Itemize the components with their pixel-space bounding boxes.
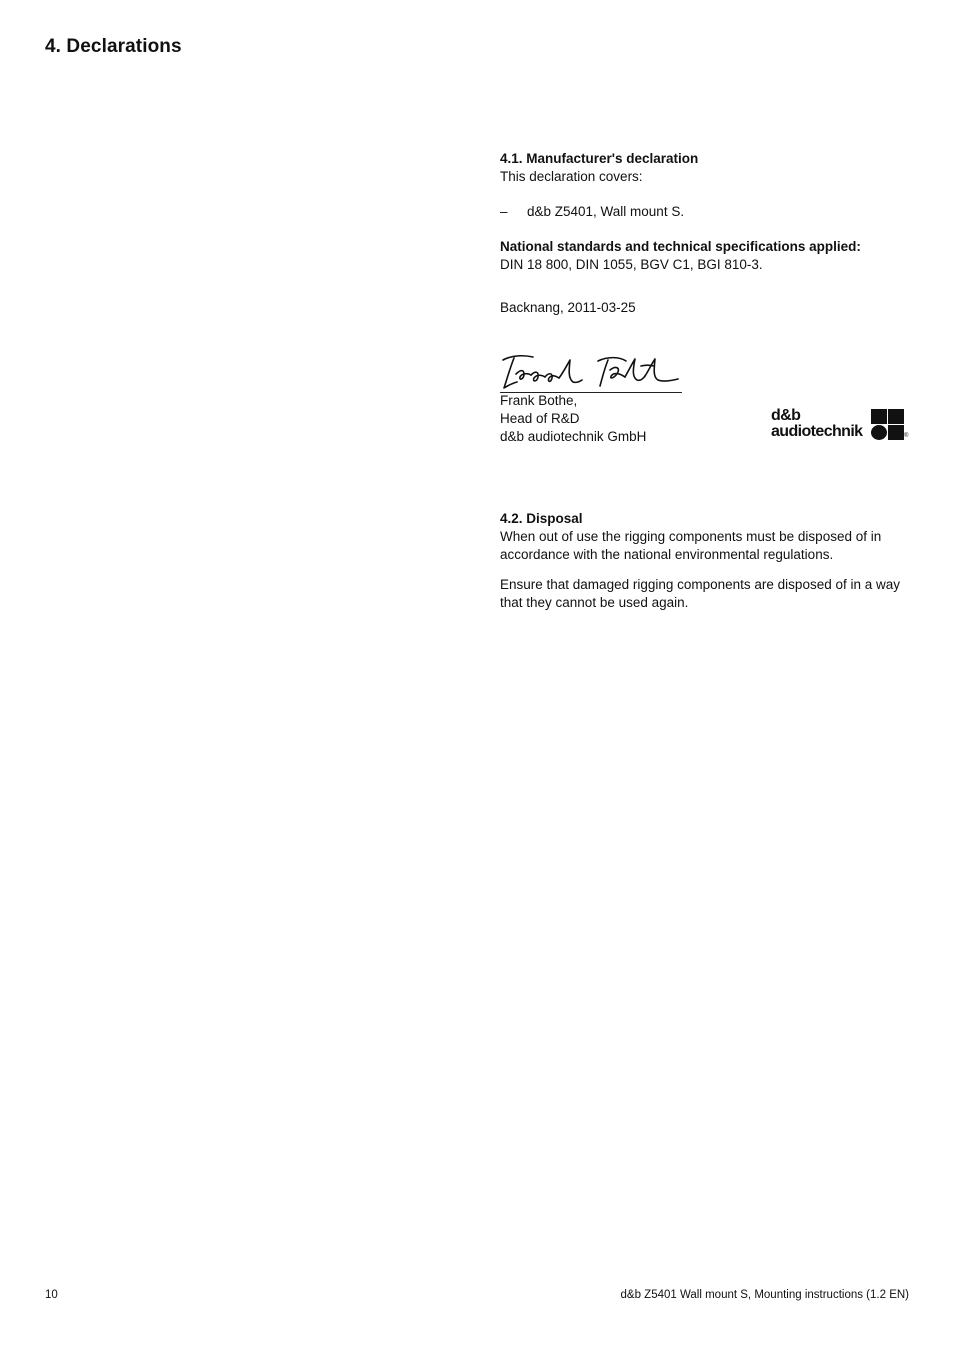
standards-list: DIN 18 800, DIN 1055, BGV C1, BGI 810-3. bbox=[500, 257, 763, 272]
logo-wordmark bbox=[771, 408, 862, 440]
company-logo bbox=[771, 408, 911, 442]
bullet-dash: – bbox=[500, 204, 508, 219]
section-heading-disposal: 4.2. Disposal bbox=[500, 511, 583, 526]
disposal-section bbox=[500, 510, 910, 612]
footer-document-title: d&b Z5401 Wall mount S, Mounting instructions (1.2 EN) bbox=[620, 1289, 909, 1301]
logo-line-2: audiotechnik bbox=[771, 423, 863, 440]
logo-square-icon bbox=[888, 425, 904, 440]
signature-image bbox=[500, 352, 682, 393]
logo-square-icon bbox=[871, 409, 887, 424]
list-item-text: d&b Z5401, Wall mount S. bbox=[527, 204, 685, 219]
registered-mark: ® bbox=[904, 433, 909, 439]
page-number: 10 bbox=[45, 1289, 58, 1301]
declaration-intro: This declaration covers: bbox=[500, 169, 643, 184]
list-item bbox=[500, 203, 910, 221]
signatory-name: Frank Bothe, bbox=[500, 393, 578, 408]
manufacturers-declaration-section bbox=[500, 150, 910, 317]
signatory-block bbox=[500, 392, 646, 446]
disposal-paragraph: When out of use the rigging components must be disposed of in accordance with the national environmental regulations. bbox=[500, 529, 882, 562]
logo-line-1: d&b bbox=[771, 407, 801, 424]
signatory-position: Head of R&D bbox=[500, 411, 580, 426]
section-heading-manufacturer: 4.1. Manufacturer's declaration bbox=[500, 151, 699, 166]
logo-square-icon bbox=[888, 409, 904, 424]
place-and-date: Backnang, 2011-03-25 bbox=[500, 300, 636, 315]
disposal-paragraph: Ensure that damaged rigging components are disposed of in a way that they cannot be used again. bbox=[500, 577, 900, 610]
signatory-company: d&b audiotechnik GmbH bbox=[500, 429, 647, 444]
logo-circle-icon bbox=[871, 425, 887, 440]
standards-heading: National standards and technical specifications applied: bbox=[500, 239, 861, 254]
page-title: 4. Declarations bbox=[45, 36, 182, 57]
